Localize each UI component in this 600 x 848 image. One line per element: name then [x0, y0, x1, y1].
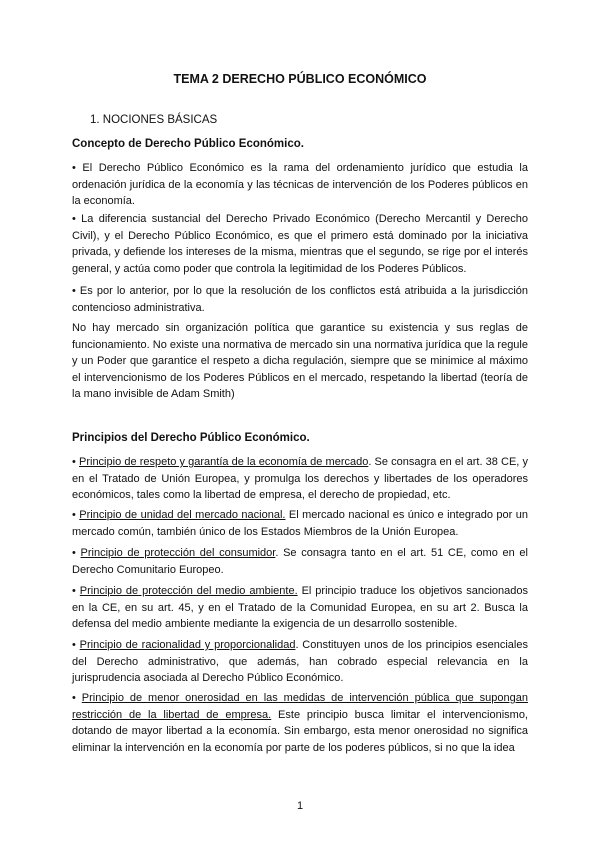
principio-text: . Constituyen unos de los principios esenciales del Derecho administrativo, que además, han cobrado especial relevancia en la jurisprudencia asociada al Derecho Público Económico.	[72, 639, 528, 685]
bullet: •	[72, 509, 80, 521]
bullet: •	[72, 692, 82, 704]
principios-heading: Principios del Derecho Público Económico.	[72, 432, 310, 444]
concepto-paragraph-3: • Es por lo anterior, por lo que la resolución de los conflictos está atribuida a la jurisdicción contencioso administrativa.	[72, 285, 528, 314]
concepto-paragraph-4: No hay mercado sin organización política que garantice su existencia y sus reglas de funcionamiento. No existe una normativa de mercado sin una normativa jurídica que la regule y un Poder que garantice el respeto a dicha regulación, siempre que se minimice al máximo el intervencionismo de los Poderes Públicos en el mercado, respetando la libertad (teoría de la mano invisible de Adam Smith)	[72, 322, 528, 401]
concepto-heading: Concepto de Derecho Público Económico.	[72, 138, 304, 150]
principio-item	[72, 583, 528, 633]
principio-item	[72, 637, 528, 687]
bullet: •	[72, 456, 79, 468]
principio-text: . Se consagra en el art. 38 CE, y en el Tratado de Unión Europea, y promulga los derechos y libertades de los operadores económicos, tales como la libertad de empresa, el derecho de propiedad, etc.	[72, 456, 528, 502]
document-title: TEMA 2 DERECHO PÚBLICO ECONÓMICO	[173, 72, 427, 86]
principio-item	[72, 690, 528, 756]
bullet: •	[72, 639, 80, 651]
principio-text: . Se consagra tanto en el art. 51 CE, como en el Derecho Comunitario Europeo.	[72, 547, 528, 576]
principio-text: Este principio busca limitar el intervencionismo, dotando de mayor libertad a la economía. Sin embargo, esta menor onerosidad no significa eliminar la intervención en la economía por parte de los poderes públicos, si no que la idea	[72, 708, 528, 754]
concepto-paragraph-1: • El Derecho Público Económico es la rama del ordenamiento jurídico que estudia la ordenación jurídica de la economía y las técnicas de intervención de los Poderes públicos en la economía.	[72, 162, 528, 208]
principio-title: Principio de protección del consumidor	[80, 547, 276, 559]
principio-item	[72, 507, 528, 540]
concepto-paragraph-2: • La diferencia sustancial del Derecho Privado Económico (Derecho Mercantil y Derecho Civil), y el Derecho Público Económico, es que el primero está dominado por la iniciativa privada, y defiende los intereses de la misma, mientras que el segundo, se rige por el interés general, y actúa como poder que controla la legitimidad de los Poderes Públicos.	[72, 213, 528, 275]
principio-title: Principio de racionalidad y proporcionalidad	[79, 639, 296, 651]
bullet: •	[72, 547, 81, 559]
principio-text: El mercado nacional es único e integrado por un mercado común, también único de los Estados Miembros de la Unión Europea.	[72, 509, 528, 538]
principio-title: Principio de menor onerosidad en las medidas de intervención pública que supongan restricción de la libertad de empresa.	[72, 692, 528, 721]
principio-title: Principio de protección del medio ambiente.	[79, 585, 298, 597]
principio-item	[72, 454, 528, 504]
section-heading: 1. NOCIONES BÁSICAS	[90, 114, 218, 126]
principio-item	[72, 545, 528, 578]
bullet: •	[72, 585, 80, 597]
page-number: 1	[296, 800, 304, 812]
principio-text: El principio traduce los objetivos sancionados en la CE, en su art. 45, y en el Tratado de la Comunidad Europea, en su art 2. Busca la defensa del medio ambiente mediante la exigencia de un desarrollo sostenible.	[72, 585, 528, 631]
principio-title: Principio de respeto y garantía de la economía de mercado	[79, 456, 369, 468]
principio-title: Principio de unidad del mercado nacional.	[79, 509, 286, 521]
